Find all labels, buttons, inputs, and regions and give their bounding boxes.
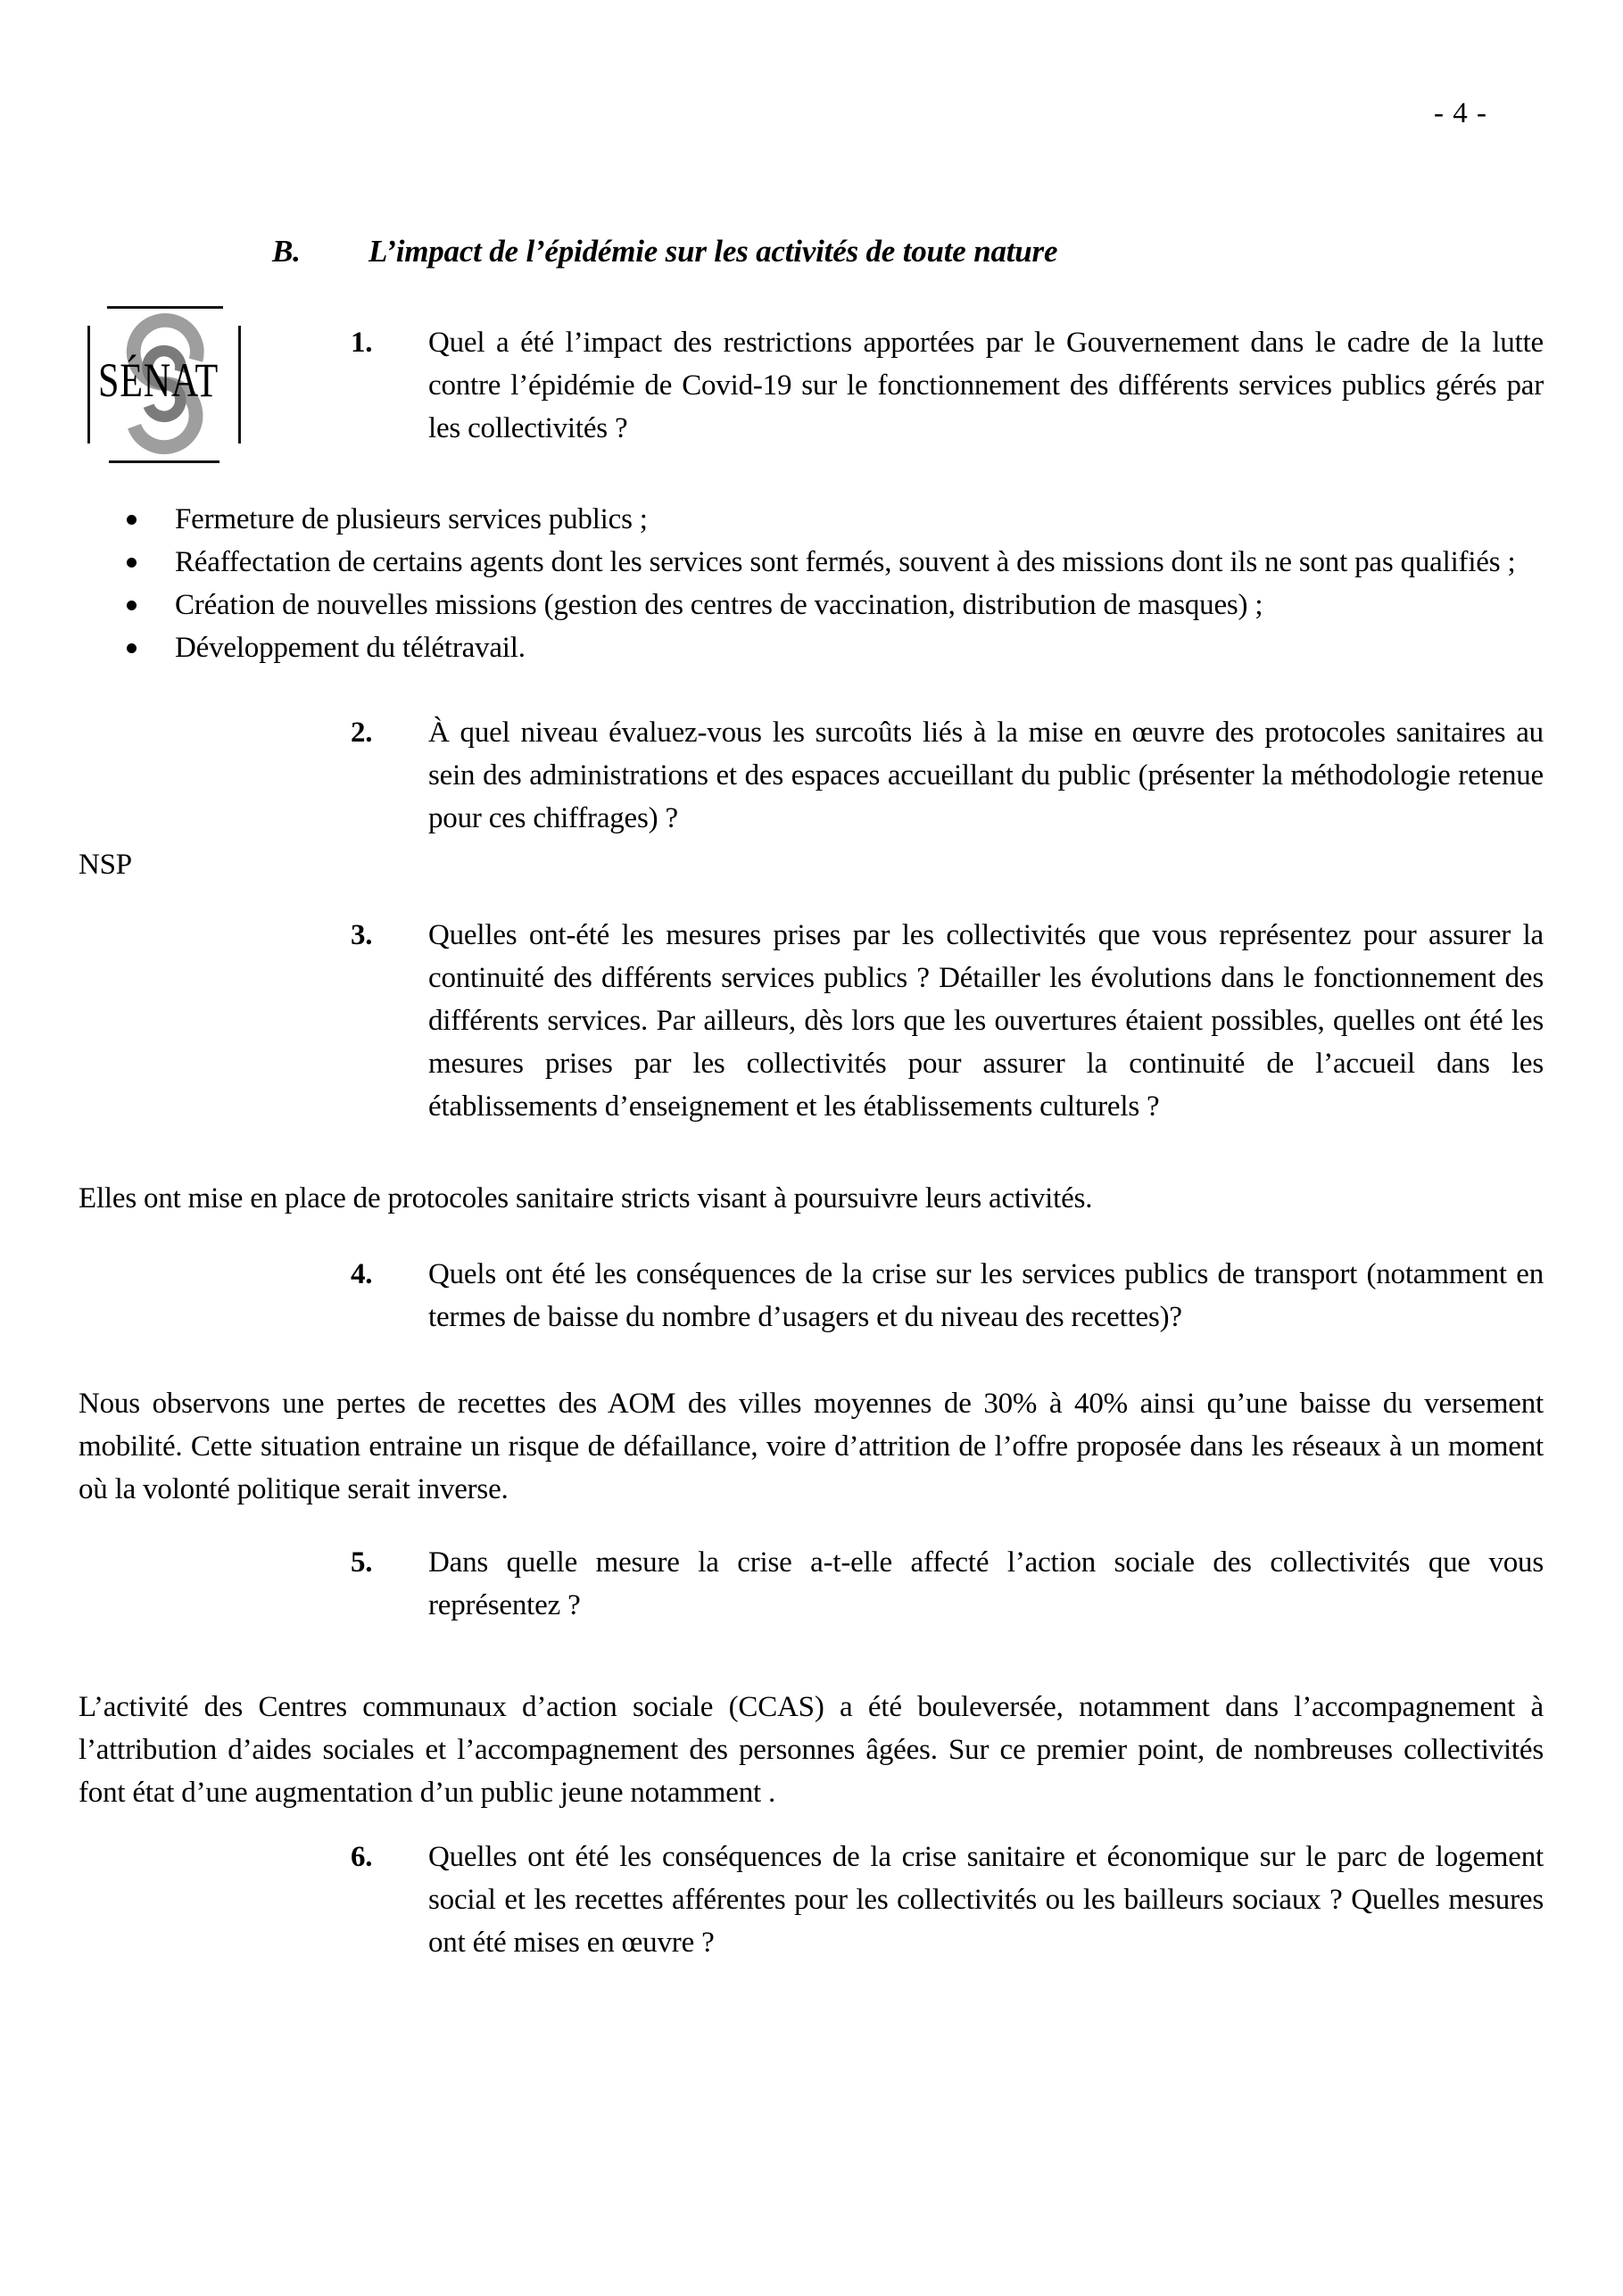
senat-logo-text: SÉNAT [98,353,219,407]
bullet-item: Réaffectation de certains agents dont les services sont fermés, souvent à des missions dont ils ne sont pas qualifiés ; [79,541,1544,584]
bullet-item: Développement du télétravail. [79,626,1544,669]
bullet-item: Création de nouvelles missions (gestion des centres de vaccination, distribution de masques) ; [79,584,1544,626]
question-2-text: À quel niveau évaluez-vous les surcoûts liés à la mise en œuvre des protocoles sanitaires au sein des administrations et des espaces accueillant du public (présenter la méthodologie retenue pour ces chiffrages) ? [428,717,1544,834]
question-1-number: 1. [351,327,373,359]
question-3 [351,914,1544,1128]
section-heading [272,230,1544,273]
bullet-item: Fermeture de plusieurs services publics ; [79,498,1544,541]
page-number: - 4 - [1434,97,1487,129]
answer-5-text: L’activité des Centres communaux d’action sociale (CCAS) a été bouleversée, notamment dans l’accompagnement à l’attribution d’aides sociales et l’accompagnement des personnes âgées. Sur ce premier point, de nombreuses collectivités font état d’une augmentation d’un public jeune notamment . [79,1691,1544,1809]
question-5-text: Dans quelle mesure la crise a-t-elle affecté l’action sociale des collectivités que vous représentez ? [428,1546,1544,1621]
question-3-number: 3. [351,919,373,951]
question-6 [351,1836,1544,1964]
question-5-number: 5. [351,1546,373,1579]
answer-2-text: NSP [79,849,132,881]
section-title: L’impact de l’épidémie sur les activités de toute nature [368,234,1058,269]
question-2-number: 2. [351,717,373,749]
question-6-number: 6. [351,1841,373,1873]
section-label: B. [272,234,301,269]
question-4-text: Quels ont été les conséquences de la crise sur les services publics de transport (notamment en termes de baisse du nombre d’usagers et du niveau des recettes)? [428,1258,1544,1333]
question-4 [351,1253,1544,1339]
answer-4-text: Nous observons une pertes de recettes des AOM des villes moyennes de 30% à 40% ainsi qu’une baisse du versement mobilité. Cette situation entraine un risque de défaillance, voire d’attrition de l’offre proposée dans les réseaux à un moment où la volonté politique serait inverse. [79,1388,1544,1505]
question-6-text: Quelles ont été les conséquences de la crise sanitaire et économique sur le parc de logement social et les recettes afférentes pour les collectivités ou les bailleurs sociaux ? Quelles mesures ont été mises en œuvre ? [428,1841,1544,1959]
question-1-text: Quel a été l’impact des restrictions apportées par le Gouvernement dans le cadre de la lutte contre l’épidémie de Covid-19 sur le fonctionnement des différents services publics gérés par les collectivités ? [428,327,1544,444]
answer-3-text: Elles ont mise en place de protocoles sanitaire stricts visant à poursuivre leurs activités. [79,1182,1093,1214]
question-3-text: Quelles ont-été les mesures prises par les collectivités que vous représentez pour assurer la continuité des différents services publics ? Détailler les évolutions dans le fonctionnement des différents services. Par ailleurs, dès lors que les ouvertures étaient possibles, quelles ont été les mesures prises par les collectivités pour assurer la continuité de l’accueil dans les établissements d’enseignement et les établissements culturels ? [428,919,1544,1123]
question-2 [351,711,1544,840]
question-5 [351,1541,1544,1627]
question-4-number: 4. [351,1258,373,1290]
answer-1-bullet-list [79,498,1544,669]
question-1 [351,321,1544,450]
